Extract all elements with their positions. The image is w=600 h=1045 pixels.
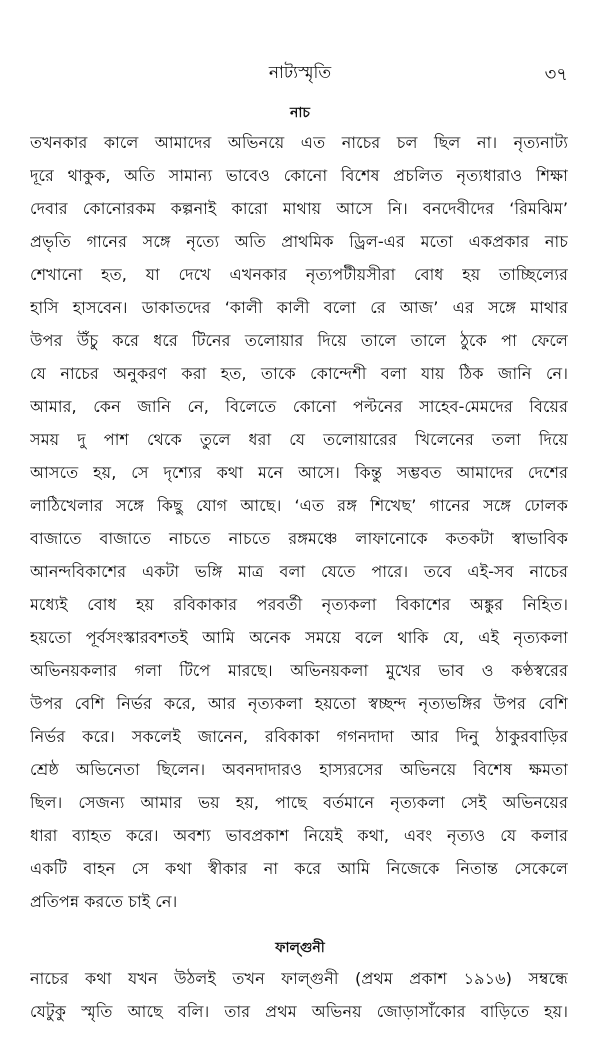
text-line: প্রভৃতি গানের সঙ্গে নৃত্যে অতি প্রাথমিক ড্রিল-এর মতো একপ্রকার নাচ xyxy=(30,232,568,251)
text-line: যে নাচের অনুকরণ করা হত, তাকে কোন্দেশী বলা যায় ঠিক জানি নে। xyxy=(30,364,568,383)
text-line: দেবার কোনোরকম কল্পনাই কারো মাথায় আসে নি। বনদেবীদের ‘রিমঝিম’ xyxy=(30,199,568,218)
section-heading-phalguni: ফাল্গুনী xyxy=(275,940,325,956)
text-line: উপর উঁচু করে ধরে টিনের তলোয়ার দিয়ে তালে তালে ঠুকে পা ফেলে xyxy=(30,331,568,350)
text-line: ধারা ব্যাহত করে। অবশ্য ভাবপ্রকাশ নিয়েই কথা, এবং নৃত্যও যে কলার xyxy=(30,826,568,845)
section-heading-nach: নাচ xyxy=(290,105,310,121)
text-line: আমার, কেন জানি নে, বিলেতে কোনো পল্টনের সাহেব-মেমদের বিয়ের xyxy=(30,397,568,416)
text-line: মধ্যেই বোধ হয় রবিকাকার পরবর্তী নৃত্যকলা বিকাশের অঙ্কুর নিহিত। xyxy=(30,595,568,614)
text-line: ছিল। সেজন্য আমার ভয় হয়, পাছে বর্তমানে নৃত্যকলা সেই অভিনয়ের xyxy=(30,793,568,812)
text-line: নাচের কথা যখন উঠলই তখন ফাল্গুনী (প্রথম প্রকাশ ১৯১৬) সম্বন্ধে xyxy=(30,969,568,988)
text-line: আসতে হয়, সে দৃশ্যের কথা মনে আসে। কিন্তু সম্ভবত আমাদের দেশের xyxy=(30,463,568,482)
text-line: অভিনয়কলার গলা টিপে মারছে। অভিনয়কলা মুখের ভাব ও কণ্ঠস্বরের xyxy=(30,661,568,680)
text-line: শ্রেষ্ঠ অভিনেতা ছিলেন। অবনদাদারও হাস্যরসের অভিনয়ে বিশেষ ক্ষমতা xyxy=(30,760,568,779)
text-line: দূরে থাকুক, অতি সামান্য ভাবেও কোনো বিশেষ প্রচলিত নৃত্যধারাও শিক্ষা xyxy=(30,166,568,185)
page-number: ৩৭ xyxy=(544,64,568,85)
text-line-last: প্রতিপন্ন করতে চাই নে। xyxy=(30,892,178,911)
text-line: শেখানো হত, যা দেখে এখনকার নৃত্যপটীয়সীরা বোধ হয় তাচ্ছিল্যের xyxy=(30,265,568,284)
body-paragraph-phalguni xyxy=(30,962,568,1028)
text-line: তখনকার কালে আমাদের অভিনয়ে এত নাচের চল ছিল না। নৃত্যনাট্য xyxy=(30,133,568,152)
body-paragraph-nach xyxy=(30,126,568,918)
text-line: নির্ভর করে। সকলেই জানেন, রবিকাকা গগনদাদা আর দিনু ঠাকুরবাড়ির xyxy=(30,727,568,746)
text-line: যেটুকু স্মৃতি আছে বলি। তার প্রথম অভিনয় জোড়াসাঁকোর বাড়িতে হয়। xyxy=(30,1002,568,1021)
text-line: সময় দু পাশ থেকে তুলে ধরা যে তলোয়ারের খিলেনের তলা দিয়ে xyxy=(30,430,568,449)
text-line: উপর বেশি নির্ভর করে, আর নৃত্যকলা হয়তো স্বচ্ছন্দ নৃত্যভঙ্গির উপর বেশি xyxy=(30,694,568,713)
text-line: আনন্দবিকাশের একটা ভঙ্গি মাত্র বলা যেতে পারে। তবে এই-সব নাচের xyxy=(30,562,568,581)
text-line: একটি বাহন সে কথা স্বীকার না করে আমি নিজেকে নিতান্ত সেকেলে xyxy=(30,859,568,878)
text-line: হয়তো পূর্বসংস্কারবশতই আমি অনেক সময়ে বলে থাকি যে, এই নৃত্যকলা xyxy=(30,628,568,647)
text-line: লাঠিখেলার সঙ্গে কিছু যোগ আছে। ‘এত রঙ্গ শিখেছ’ গানের সঙ্গে ঢোলক xyxy=(30,496,568,515)
text-line: বাজাতে বাজাতে নাচতে নাচতে রঙ্গমঞ্চে লাফানোকে কতকটা স্বাভাবিক xyxy=(30,529,568,548)
running-title: নাট্যস্মৃতি xyxy=(268,63,332,83)
running-header xyxy=(0,58,600,88)
text-line: হাসি হাসবেন। ডাকাতদের ‘কালী কালী বলো রে আজ’ এর সঙ্গে মাথার xyxy=(30,298,568,317)
